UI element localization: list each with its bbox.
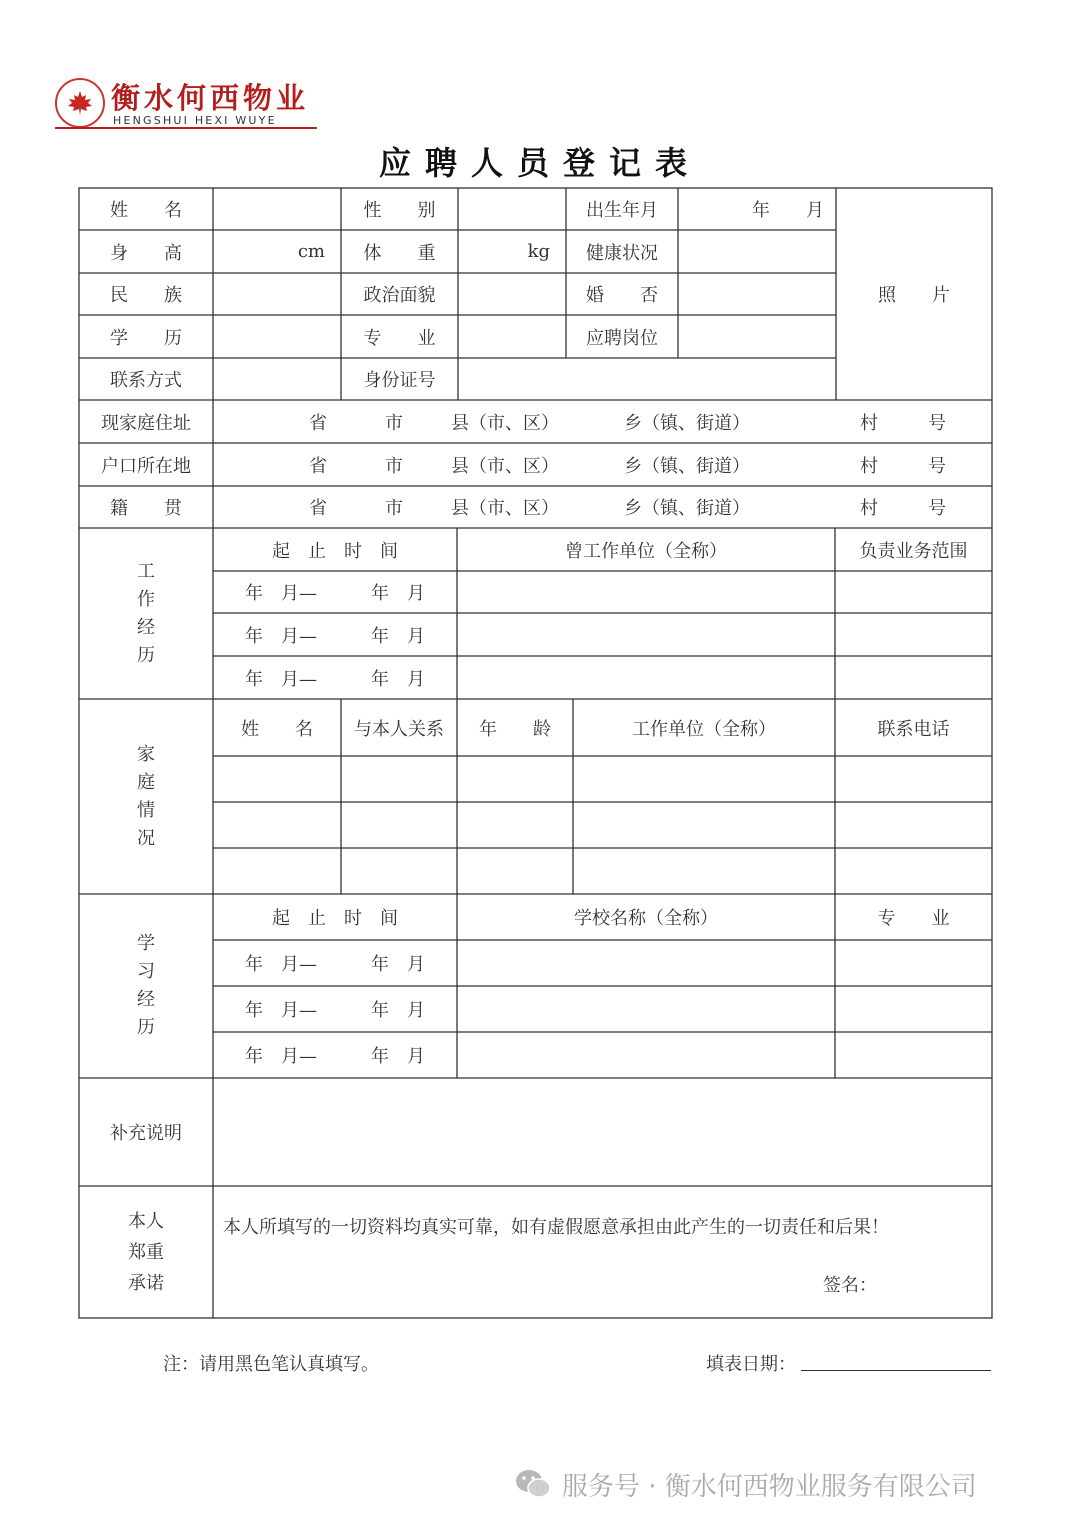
logo-english-name: HENGSHUI HEXI WUYE [113,114,277,127]
name-label: 姓 名 [110,200,182,221]
marital-label: 婚 否 [586,285,658,306]
page-title: 应聘人员登记表 [378,144,701,182]
county-label: 县（市、区） [451,498,559,519]
health-label: 健康状况 [586,242,658,264]
health-field[interactable] [678,230,836,273]
contact-field[interactable] [213,358,341,400]
height-label: 身 高 [110,242,182,264]
study-period-header: 起 止 时 间 [272,908,398,929]
education-field[interactable] [213,315,341,358]
town-label: 乡（镇、街道） [624,498,750,519]
supplement-label: 补充说明 [110,1123,182,1144]
family-employer-header: 工作单位（全称） [632,718,776,740]
household-address-label: 户口所在地 [101,455,191,477]
birth-label: 出生年月 [586,200,658,221]
city-label: 市 [385,412,403,434]
position-field[interactable] [678,315,836,358]
marital-field[interactable] [678,273,836,315]
id-number-label: 身份证号 [363,370,436,391]
major-label: 专 业 [363,327,436,349]
work-history-section-label: 工 作 经 历 [137,560,155,666]
county-label: 县（市、区） [451,455,559,477]
gender-field[interactable] [458,188,566,230]
family-relation-header: 与本人关系 [354,718,444,740]
political-label: 政治面貌 [363,285,436,306]
pledge-label: 本人 郑重 承诺 [128,1210,164,1294]
study-period-field[interactable]: 年 月— 年 月 [245,1046,425,1067]
city-label: 市 [385,455,403,477]
study-period-field[interactable]: 年 月— 年 月 [245,954,425,975]
town-label: 乡（镇、街道） [624,412,750,434]
work-period-header: 起 止 时 间 [272,540,398,562]
pledge-text: 本人所填写的一切资料均真实可靠，如有虚假愿意承担由此产生的一切责任和后果！ [223,1217,889,1238]
ethnic-field[interactable] [213,273,341,315]
work-period-field[interactable]: 年 月— 年 月 [245,625,425,647]
political-field[interactable] [458,273,566,315]
family-name-header: 姓 名 [241,718,313,740]
major-field[interactable] [458,315,566,358]
village-label: 村 [860,498,878,519]
village-label: 村 [860,412,878,434]
education-label: 学 历 [110,327,182,349]
wechat-icon [514,1467,552,1501]
id-number-field[interactable] [458,358,836,400]
birth-field[interactable]: 年 月 [752,200,824,221]
family-phone-header: 联系电话 [877,718,950,740]
weight-field[interactable]: kg [527,241,550,262]
city-label: 市 [385,498,403,519]
town-label: 乡（镇、街道） [624,455,750,477]
footer-note: 注：请用黑色笔认真填写。 [163,1354,379,1375]
work-period-field[interactable]: 年 月— 年 月 [245,668,425,690]
name-field[interactable] [213,188,341,230]
native-place-label: 籍 贯 [110,498,182,519]
fill-date-field[interactable] [801,1370,991,1371]
family-section-label: 家 庭 情 况 [137,743,155,849]
study-major-header: 专 业 [877,908,950,929]
logo-chinese-name: 衡水何西物业 [111,81,310,115]
province-label: 省 [309,498,327,519]
number-label: 号 [928,498,946,519]
weight-label: 体 重 [363,242,436,264]
watermark-text: 服务号 · 衡水何西物业服务有限公司 [562,1471,977,1502]
study-period-field[interactable]: 年 月— 年 月 [245,1000,425,1021]
photo-box: 照 片 [878,285,950,306]
watermark [514,1464,1054,1504]
study-history-section-label: 学 习 经 历 [137,933,155,1038]
province-label: 省 [309,455,327,477]
work-company-header: 曾工作单位（全称） [565,540,727,562]
gender-label: 性 别 [363,200,436,221]
study-school-header: 学校名称（全称） [574,908,718,929]
family-age-header: 年 龄 [479,718,551,740]
province-label: 省 [309,412,327,434]
height-field[interactable]: cm [297,241,325,262]
fill-date-label: 填表日期： [706,1354,796,1375]
ethnic-label: 民 族 [110,285,182,306]
signature-label: 签名： [823,1275,877,1296]
number-label: 号 [928,412,946,434]
work-duty-header: 负责业务范围 [859,540,968,562]
number-label: 号 [928,455,946,477]
position-label: 应聘岗位 [586,327,658,349]
county-label: 县（市、区） [451,412,559,434]
work-period-field[interactable]: 年 月— 年 月 [245,583,425,604]
contact-label: 联系方式 [110,370,182,391]
home-address-label: 现家庭住址 [101,412,191,434]
village-label: 村 [860,455,878,477]
supplement-field[interactable] [213,1078,992,1186]
